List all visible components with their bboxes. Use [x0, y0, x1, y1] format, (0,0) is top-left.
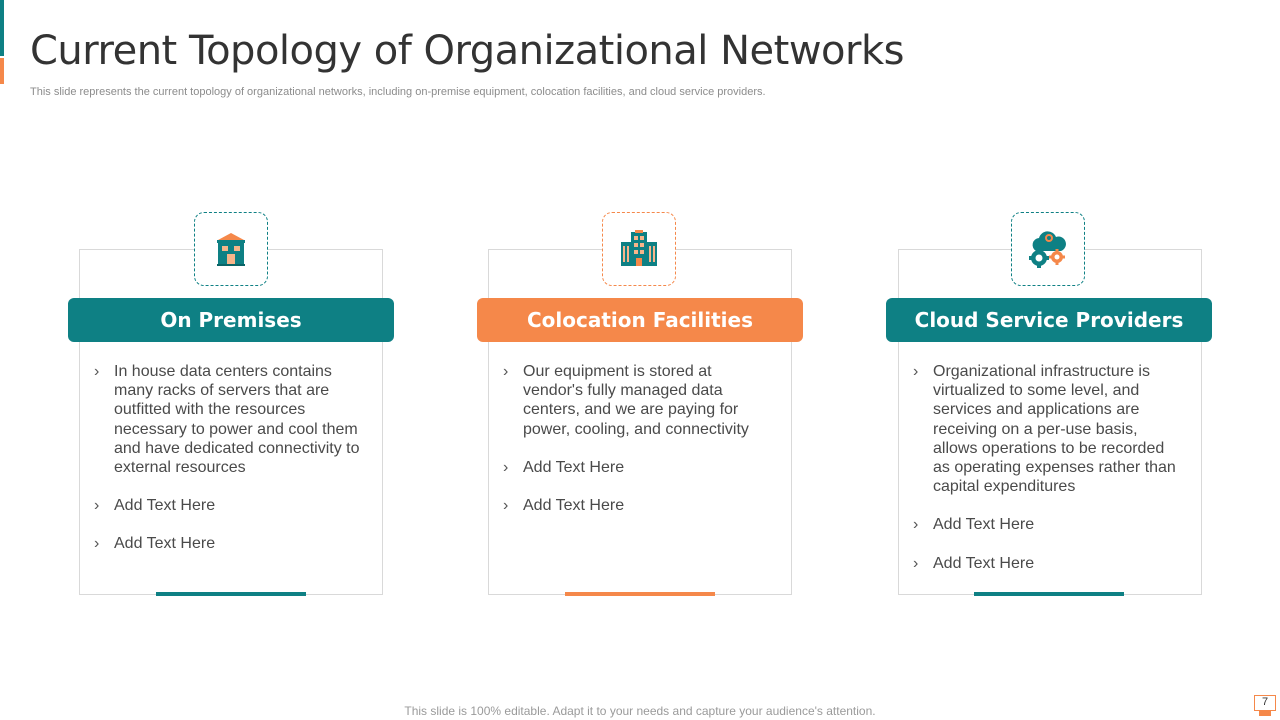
chevron-right-icon: ›: [94, 363, 100, 380]
footer-note: This slide is 100% editable. Adapt it to your needs and capture your audience's attention.: [404, 704, 876, 718]
page-subtitle: This slide represents the current topology of organizational networks, including on-premise equipment, colocation facilities, and cloud service providers.: [30, 86, 766, 98]
bullet-list-colocation: [503, 362, 771, 534]
chevron-right-icon: ›: [913, 554, 919, 572]
chevron-right-icon: ›: [94, 497, 100, 515]
cloud-gears-icon: [1026, 229, 1070, 269]
page-title: Current Topology of Organizational Networks: [30, 28, 904, 74]
bullet-list-on-premises: [94, 362, 362, 573]
list-item: › Add Text Here: [913, 516, 1035, 534]
chevron-right-icon: ›: [913, 363, 919, 380]
office-building-icon: [619, 230, 659, 268]
list-item: › Add Text Here: [94, 535, 216, 553]
icon-frame-colocation: [602, 212, 676, 286]
accent-bar-orange: [0, 58, 4, 84]
monitor-stand-icon: [1259, 711, 1271, 716]
chevron-right-icon: ›: [94, 535, 100, 553]
chevron-right-icon: ›: [503, 458, 509, 476]
card-bottom-bar: [156, 592, 306, 596]
house-icon: [215, 232, 247, 266]
chevron-right-icon: ›: [913, 516, 919, 534]
list-item: › Organizational infrastructure is virtualized to some level, and services and applications are receiving on a per-use basis, allows operations to be recorded as operating expenses rather than capital expenditures: [913, 363, 1176, 496]
icon-frame-cloud: [1011, 212, 1085, 286]
list-item: › Our equipment is stored at vendor's fully managed data centers, and we are paying for power, cooling, and connectivity: [503, 363, 749, 438]
card-bottom-bar: [565, 592, 715, 596]
card-heading-cloud: Cloud Service Providers: [886, 298, 1212, 342]
list-item: › Add Text Here: [913, 554, 1035, 572]
chevron-right-icon: ›: [503, 497, 509, 515]
list-item: › Add Text Here: [503, 458, 625, 476]
card-heading-colocation: Colocation Facilities: [477, 298, 803, 342]
chevron-right-icon: ›: [503, 363, 509, 380]
list-item: › Add Text Here: [94, 497, 216, 515]
accent-bar-teal: [0, 0, 4, 56]
list-item: › Add Text Here: [503, 497, 625, 515]
icon-frame-on-premises: [194, 212, 268, 286]
list-item: › In house data centers contains many racks of servers that are outfitted with the resources necessary to power and cool them and have dedicated connectivity to external resources: [94, 363, 360, 477]
card-heading-on-premises: On Premises: [68, 298, 394, 342]
card-bottom-bar: [974, 592, 1124, 596]
bullet-list-cloud: [913, 362, 1181, 592]
page-number: 7: [1254, 695, 1276, 711]
